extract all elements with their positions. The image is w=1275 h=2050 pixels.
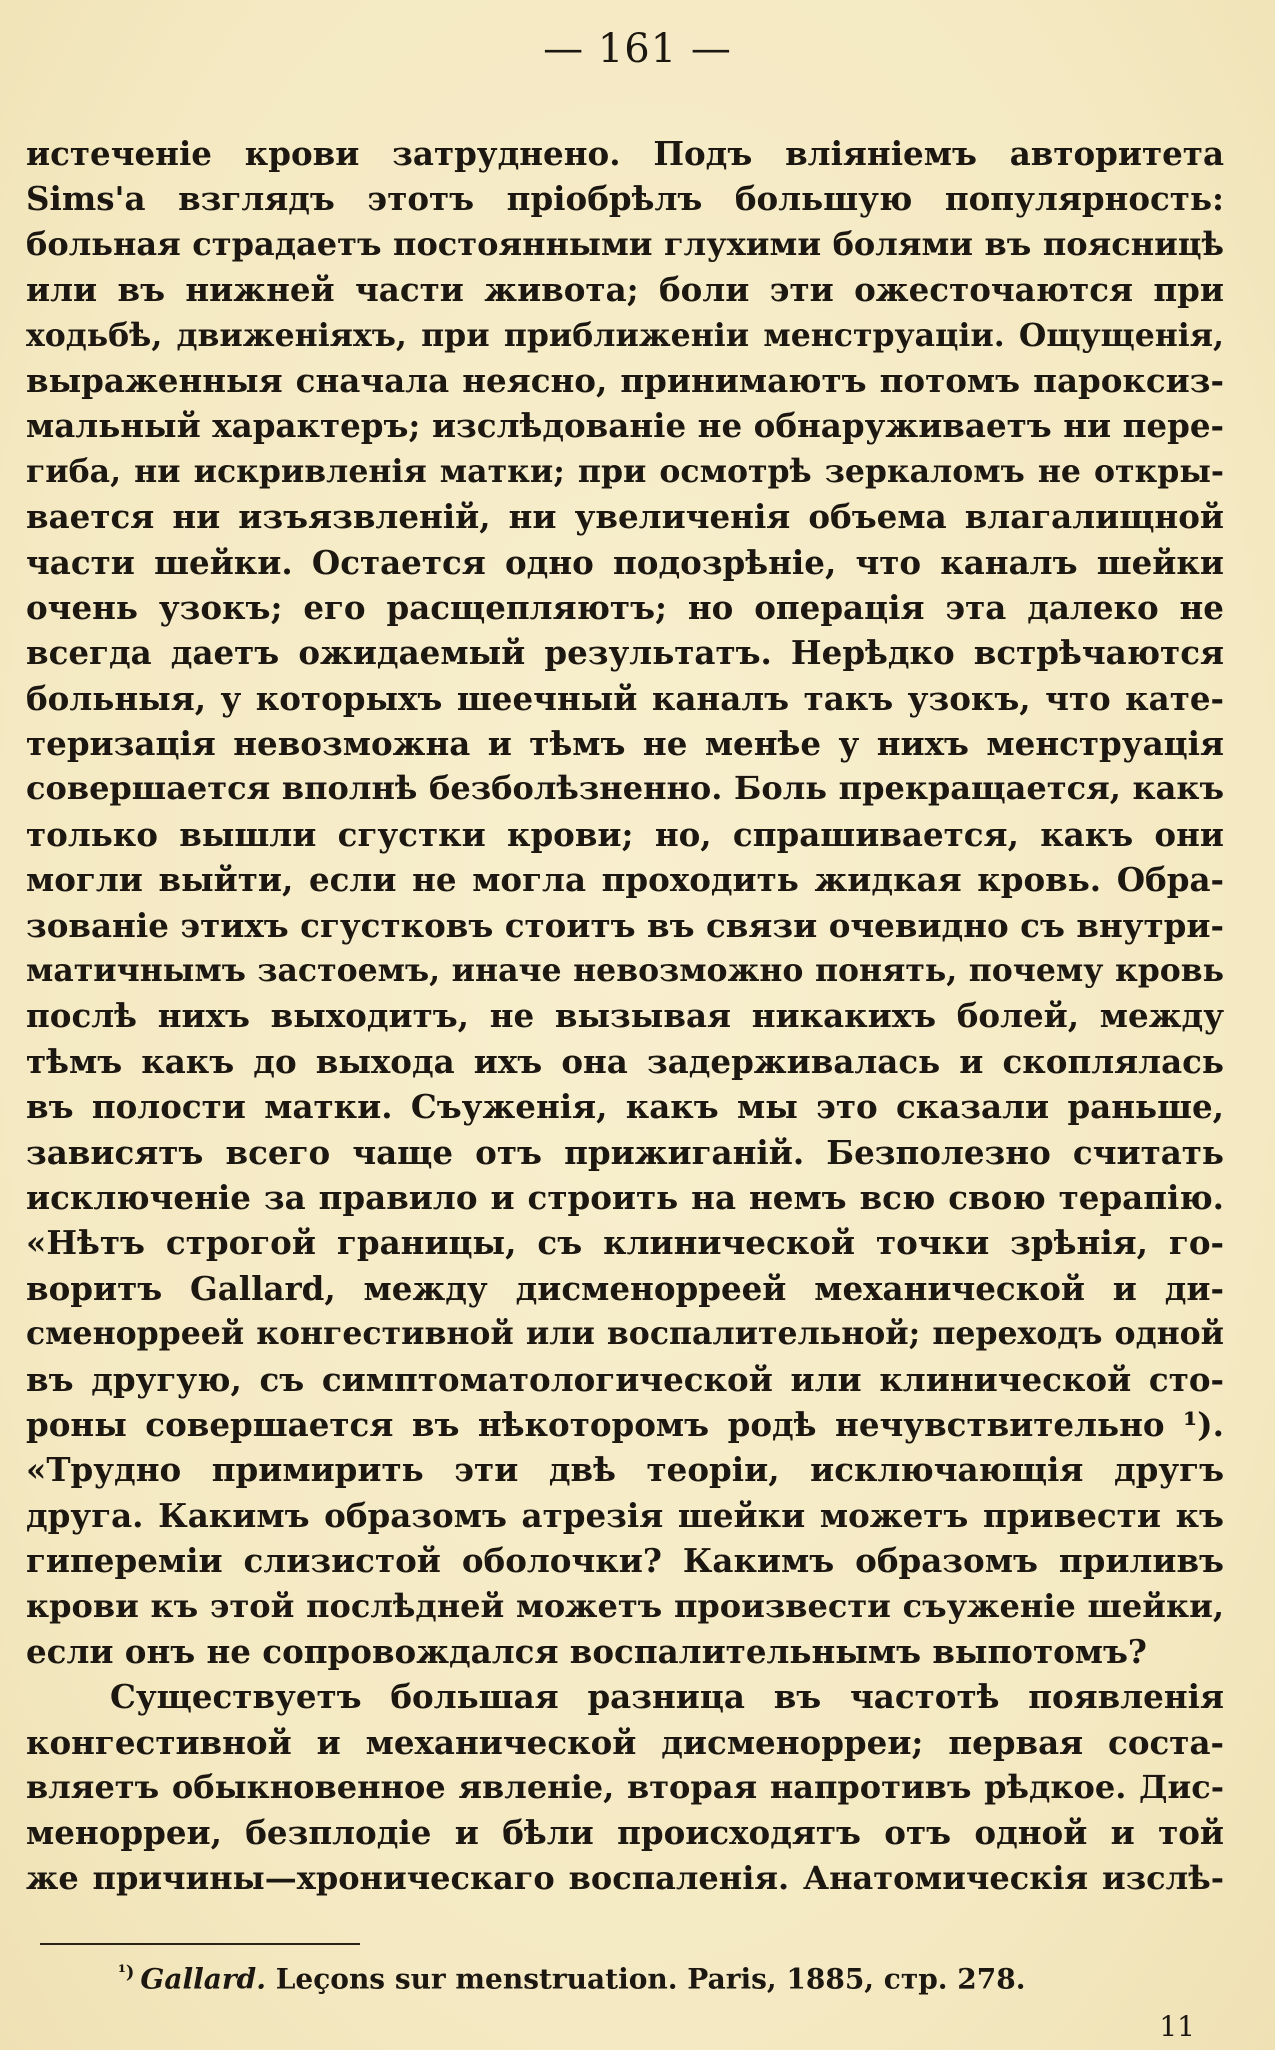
text-line: сменорреей конгестивной или воспалительной; переходъ одной <box>26 1315 1224 1353</box>
text-line: роны совершается въ нѣкоторомъ родѣ нечувствительно ¹). <box>26 1404 1224 1444</box>
text-line: всегда даетъ ожидаемый результатъ. Нерѣдко встрѣчаются <box>26 633 1224 673</box>
signature-mark: 11 <box>1159 2010 1195 2043</box>
text-line: «Нѣтъ строгой границы, съ клинической точки зрѣнія, го- <box>26 1223 1224 1263</box>
text-line: вается ни изъязвленій, ни увеличенія объема влагалищной <box>26 497 1224 537</box>
text-line: менорреи, безплодіе и бѣли происходятъ отъ одной и той <box>26 1813 1224 1853</box>
text-line: друга. Какимъ образомъ атрезія шейки можетъ привести къ <box>26 1495 1224 1535</box>
footnote-marker: ¹) <box>118 1962 135 1983</box>
text-line: конгестивной и механической дисменорреи; первая соста- <box>26 1722 1224 1762</box>
text-line: истеченіе крови затруднено. Подъ вліяніемъ авторитета <box>26 134 1224 173</box>
text-line: зованіе этихъ сгустковъ стоитъ въ связи очевидно съ внутри- <box>26 905 1224 945</box>
text-line: или въ нижней части живота; боли эти ожесточаются при <box>26 270 1224 310</box>
text-line: совершается вполнѣ безболѣзненно. Боль прекращается, какъ <box>26 769 1224 808</box>
text-line: въ другую, съ симптоматологической или клинической сто- <box>26 1359 1224 1399</box>
footnote-text: Leçons sur menstruation. Paris, 1885, стр. 278. <box>265 1962 1026 1996</box>
text-line: крови къ этой послѣдней можетъ произвести съуженіе шейки, <box>26 1586 1224 1625</box>
text-line: части шейки. Остается одно подозрѣніе, что каналъ шейки <box>26 542 1224 582</box>
text-line: очень узокъ; его расщепляютъ; но операція эта далеко не <box>26 587 1224 627</box>
text-line: Sims'а взглядъ этотъ пріобрѣлъ большую популярность: <box>26 179 1224 219</box>
text-line: воритъ Gallard, между дисменорреей механической и ди- <box>26 1268 1224 1308</box>
text-line: только вышли сгустки крови; но, спрашивается, какъ они <box>26 814 1224 854</box>
text-line: матичнымъ застоемъ, иначе невозможно понять, почему кровь <box>26 952 1224 990</box>
page-number: — 161 — <box>543 26 732 72</box>
text-line: ходьбѣ, движеніяхъ, при приближеніи менструаціи. Ощущенія, <box>26 316 1224 354</box>
text-line: же причины—хроническаго воспаленія. Анатомическія изслѣ- <box>26 1858 1224 1897</box>
text-line: гиба, ни искривленія матки; при осмотрѣ зеркаломъ не откры- <box>26 452 1224 490</box>
text-line: Существуетъ большая разница въ частотѣ появленія <box>110 1677 1224 1717</box>
text-line: «Трудно примирить эти двѣ теоріи, исключающія другъ <box>26 1450 1224 1490</box>
footnote-divider <box>40 1943 360 1945</box>
text-line: больныя, у которыхъ шеечный каналъ такъ узокъ, что кате- <box>26 678 1224 718</box>
text-line: больная страдаетъ постоянными глухими болями въ поясницѣ <box>26 224 1224 263</box>
text-line: исключеніе за правило и строить на немъ всю свою терапію. <box>26 1177 1224 1217</box>
footnote-author: Gallard. <box>140 1962 266 1996</box>
text-line: гипереміи слизистой оболочки? Какимъ образомъ приливъ <box>26 1541 1224 1581</box>
text-line: въ полости матки. Съуженія, какъ мы это сказали раньше, <box>26 1087 1224 1127</box>
text-line: если онъ не сопровождался воспалительнымъ выпотомъ? <box>26 1631 1147 1671</box>
text-line: теризація невозможна и тѣмъ не менѣе у нихъ менструація <box>26 724 1224 764</box>
text-line: послѣ нихъ выходитъ, не вызывая никакихъ болей, между <box>26 996 1224 1036</box>
text-line: тѣмъ какъ до выхода ихъ она задерживалась и скоплялась <box>26 1041 1224 1081</box>
text-line: могли выйти, если не могла проходить жидкая кровь. Обра- <box>26 860 1224 900</box>
body-text <box>26 131 1224 1901</box>
text-line: вляетъ обыкновенное явленіе, вторая напротивъ рѣдкое. Дис- <box>26 1768 1224 1807</box>
text-line: мальный характеръ; изслѣдованіе не обнаруживаетъ ни пере- <box>26 406 1224 446</box>
text-line: зависятъ всего чаще отъ прижиганій. Безполезно считать <box>26 1132 1224 1172</box>
footnote <box>118 1962 1025 1995</box>
text-line: выраженныя сначала неясно, принимаютъ потомъ пароксиз- <box>26 360 1224 400</box>
